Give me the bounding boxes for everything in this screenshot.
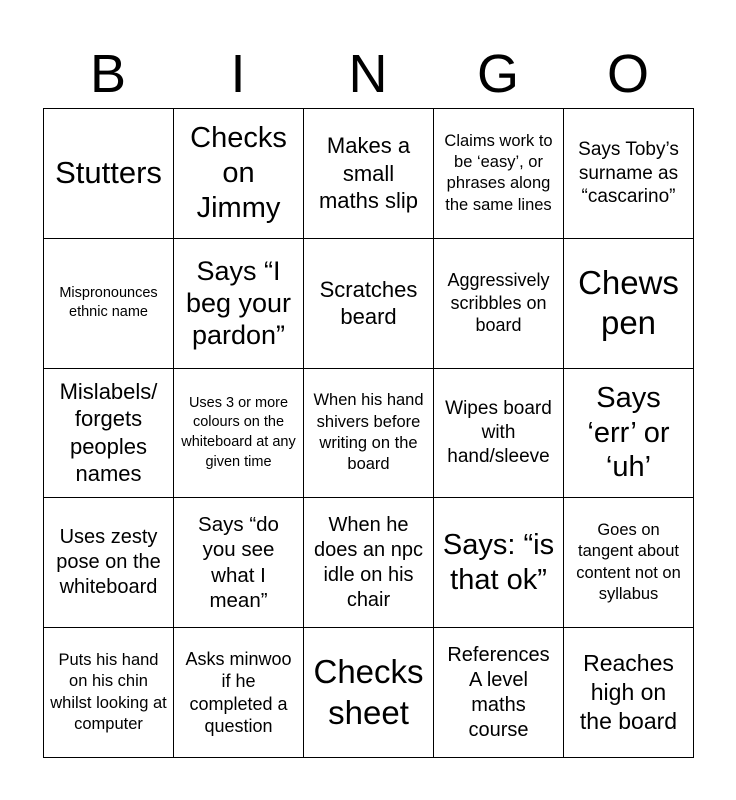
bingo-cell[interactable] bbox=[174, 628, 304, 758]
cell-text: Says “do you see what I mean” bbox=[198, 512, 279, 613]
bingo-cell[interactable] bbox=[304, 628, 434, 758]
cell-text: Uses 3 or more colours on the whiteboard at any given time bbox=[181, 394, 296, 470]
cell-text: Chews pen bbox=[578, 263, 679, 342]
cell-text: Mislabels/ forgets peoples names bbox=[59, 378, 158, 487]
bingo-cell[interactable] bbox=[564, 109, 694, 239]
bingo-cell[interactable] bbox=[44, 109, 174, 239]
bingo-cell[interactable] bbox=[564, 628, 694, 758]
cell-text: Scratches beard bbox=[319, 276, 418, 330]
cell-text: Makes a small maths slip bbox=[318, 133, 419, 214]
header-letter: B bbox=[89, 44, 127, 104]
bingo-cell[interactable] bbox=[304, 239, 434, 369]
bingo-cell[interactable] bbox=[174, 498, 304, 628]
cell-text: Says Toby’s surname as “cascarino” bbox=[578, 138, 679, 208]
bingo-cell[interactable] bbox=[44, 369, 174, 499]
bingo-grid bbox=[43, 108, 694, 758]
cell-text: Stutters bbox=[55, 155, 162, 191]
cell-text: Mispronounces ethnic name bbox=[59, 284, 158, 321]
header-letter: I bbox=[230, 44, 246, 104]
bingo-cell[interactable] bbox=[434, 109, 564, 239]
header-letter: O bbox=[606, 44, 649, 104]
bingo-cell[interactable] bbox=[44, 628, 174, 758]
bingo-cell[interactable] bbox=[434, 369, 564, 499]
cell-text: Says ‘err’ or ‘uh’ bbox=[587, 381, 670, 484]
bingo-cell[interactable] bbox=[434, 628, 564, 758]
cell-text: When he does an npc idle on his chair bbox=[314, 513, 423, 611]
bingo-cell[interactable] bbox=[564, 239, 694, 369]
header-letter: N bbox=[348, 44, 388, 104]
bingo-cell[interactable] bbox=[44, 239, 174, 369]
cell-text: Reaches high on the board bbox=[579, 650, 678, 734]
cell-text: Checks on Jimmy bbox=[190, 122, 287, 224]
cell-text: Claims work to be ‘easy’, or phrases along the same lines bbox=[444, 131, 553, 214]
bingo-cell[interactable] bbox=[564, 498, 694, 628]
cell-text: Says “I beg your pardon” bbox=[185, 255, 292, 351]
cell-text: Aggressively scribbles on board bbox=[447, 270, 550, 336]
bingo-cell[interactable] bbox=[44, 498, 174, 628]
bingo-cell[interactable] bbox=[174, 109, 304, 239]
bingo-cell[interactable] bbox=[434, 498, 564, 628]
bingo-cell[interactable] bbox=[304, 498, 434, 628]
cell-text: References A level maths course bbox=[447, 643, 550, 741]
header-letter: G bbox=[476, 44, 519, 104]
cell-text: Goes on tangent about content not on syllabus bbox=[576, 520, 681, 604]
cell-text: Asks minwoo if he completed a question bbox=[185, 648, 292, 737]
bingo-cell[interactable] bbox=[434, 239, 564, 369]
cell-text: Wipes board with hand/sleeve bbox=[445, 398, 552, 467]
bingo-header bbox=[43, 40, 693, 108]
bingo-cell[interactable] bbox=[304, 109, 434, 239]
bingo-cell[interactable] bbox=[564, 369, 694, 499]
bingo-cell[interactable] bbox=[304, 369, 434, 499]
bingo-cell[interactable] bbox=[174, 239, 304, 369]
cell-text: When his hand shivers before writing on the board bbox=[313, 391, 424, 474]
cell-text: Puts his hand on his chin whilst looking at computer bbox=[50, 650, 167, 734]
cell-text: Checks sheet bbox=[313, 653, 424, 731]
bingo-cell[interactable] bbox=[174, 369, 304, 499]
cell-text: Uses zesty pose on the whiteboard bbox=[56, 526, 161, 599]
cell-text: Says: “is that ok” bbox=[442, 528, 555, 596]
